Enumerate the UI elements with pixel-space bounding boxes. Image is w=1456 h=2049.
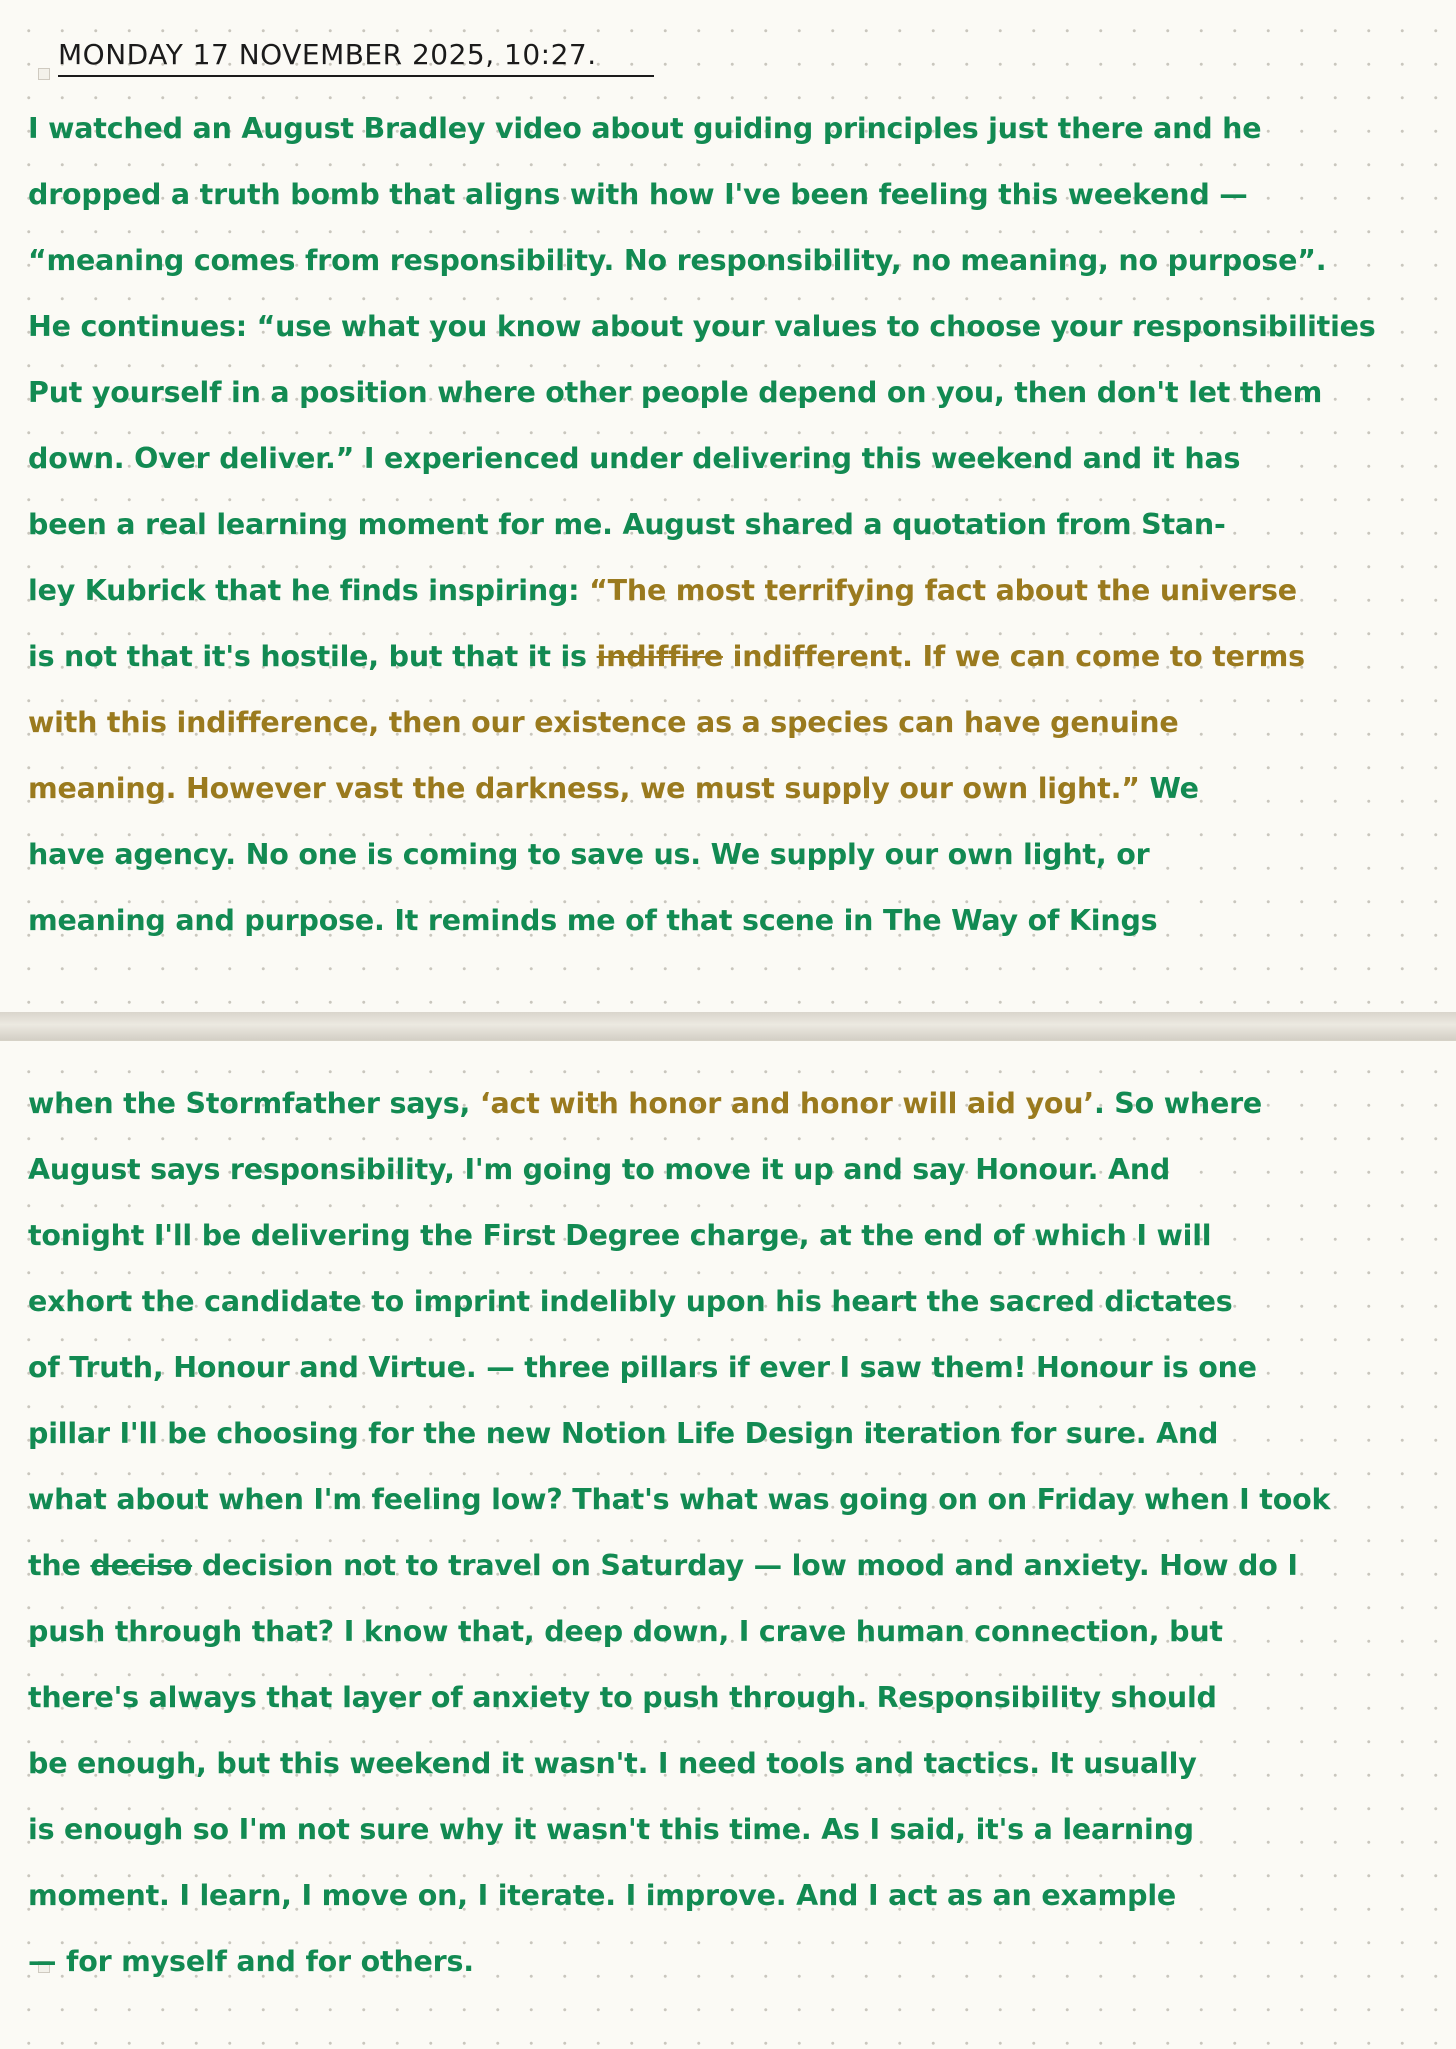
line-text: of Truth, Honour and Virtue. — three pillars if ever I saw them! Honour is one (28, 1351, 1257, 1384)
journal-line (28, 1747, 1428, 1780)
line-text: be enough, but this weekend it wasn't. I need tools and tactics. It usually (28, 1747, 1197, 1780)
journal-line (28, 508, 1428, 541)
journal-line (28, 1681, 1428, 1714)
journal-line (28, 1615, 1428, 1648)
journal-line (28, 904, 1428, 937)
journal-line (28, 574, 1428, 607)
quotation-text: “The most terrifying fact about the universe (589, 574, 1297, 607)
line-text: I watched an August Bradley video about guiding principles just there and he (28, 112, 1262, 145)
journal-line (28, 640, 1428, 673)
line-text: the (28, 1549, 91, 1582)
line-text: . So where (1093, 1087, 1263, 1120)
line-text: “meaning comes from responsibility. No responsibility, no meaning, no purpose”. (28, 244, 1327, 277)
line-text: push through that? I know that, deep down, I crave human connection, but (28, 1615, 1223, 1648)
journal-line (28, 1879, 1428, 1912)
crossed-out-word: deciso (90, 1549, 193, 1582)
line-text: when the Stormfather says, (28, 1087, 480, 1120)
line-text: exhort the candidate to imprint indelibly upon his heart the sacred dictates (28, 1285, 1233, 1318)
line-text: ley Kubrick that he finds inspiring: (28, 574, 590, 607)
top-page (0, 0, 1456, 1013)
page-edge-mark (38, 68, 50, 80)
line-text: He continues: “use what you know about your values to choose your responsibilities (28, 310, 1376, 343)
journal-line (28, 1417, 1428, 1450)
journal-line (28, 1813, 1428, 1846)
line-text: there's always that layer of anxiety to push through. Responsibility should (28, 1681, 1217, 1714)
line-text: is not that it's hostile, but that it is (28, 640, 597, 673)
line-text: pillar I'll be choosing for the new Notion Life Design iteration for sure. And (28, 1417, 1219, 1450)
line-text: down. Over deliver.” I experienced under delivering this weekend and it has (28, 442, 1241, 475)
journal-line (28, 244, 1428, 277)
journal-line (28, 1285, 1428, 1318)
journal-line (28, 1219, 1428, 1252)
line-text: Put yourself in a position where other people depend on you, then don't let them (28, 376, 1323, 409)
line-text: have agency. No one is coming to save us. We supply our own light, or (28, 838, 1150, 871)
journal-line (28, 1351, 1428, 1384)
line-text: tonight I'll be delivering the First Degree charge, at the end of which I will (28, 1219, 1212, 1252)
notebook-spine (0, 1012, 1456, 1040)
journal-line (28, 442, 1428, 475)
journal-line (28, 112, 1428, 145)
journal-line (28, 1153, 1428, 1186)
journal-line (28, 1945, 1428, 1978)
date-header: MONDAY 17 NOVEMBER 2025, 10:27. (58, 38, 654, 77)
journal-line (28, 1087, 1428, 1120)
quotation-text: meaning. However vast the darkness, we must supply our own light.” (28, 772, 1140, 805)
journal-line (28, 706, 1428, 739)
line-text: is enough so I'm not sure why it wasn't this time. As I said, it's a learning (28, 1813, 1194, 1846)
line-text: decision not to travel on Saturday — low mood and anxiety. How do I (192, 1549, 1298, 1582)
journal-line (28, 772, 1428, 805)
bottom-page (0, 1040, 1456, 2049)
journal-line (28, 838, 1428, 871)
journal-line (28, 1483, 1428, 1516)
line-text: meaning and purpose. It reminds me of that scene in The Way of Kings (28, 904, 1158, 937)
line-text: We (1139, 772, 1199, 805)
line-text: dropped a truth bomb that aligns with how I've been feeling this weekend — (28, 178, 1248, 211)
journal-line (28, 1549, 1428, 1582)
journal-line (28, 178, 1428, 211)
line-text: August says responsibility, I'm going to move it up and say Honour. And (28, 1153, 1171, 1186)
journal-line (28, 376, 1428, 409)
quotation-text: ‘act with honor and honor will aid you’ (479, 1087, 1094, 1120)
line-text: been a real learning moment for me. August shared a quotation from Stan- (28, 508, 1226, 541)
line-text: — for myself and for others. (28, 1945, 474, 1978)
journal-line (28, 310, 1428, 343)
line-text: moment. I learn, I move on, I iterate. I improve. And I act as an example (28, 1879, 1177, 1912)
quotation-text: indifferent. If we can come to terms (722, 640, 1305, 673)
crossed-out-word: indiffire (596, 640, 723, 673)
quotation-text: with this indifference, then our existence as a species can have genuine (28, 706, 1179, 739)
line-text: what about when I'm feeling low? That's what was going on on Friday when I took (28, 1483, 1331, 1516)
